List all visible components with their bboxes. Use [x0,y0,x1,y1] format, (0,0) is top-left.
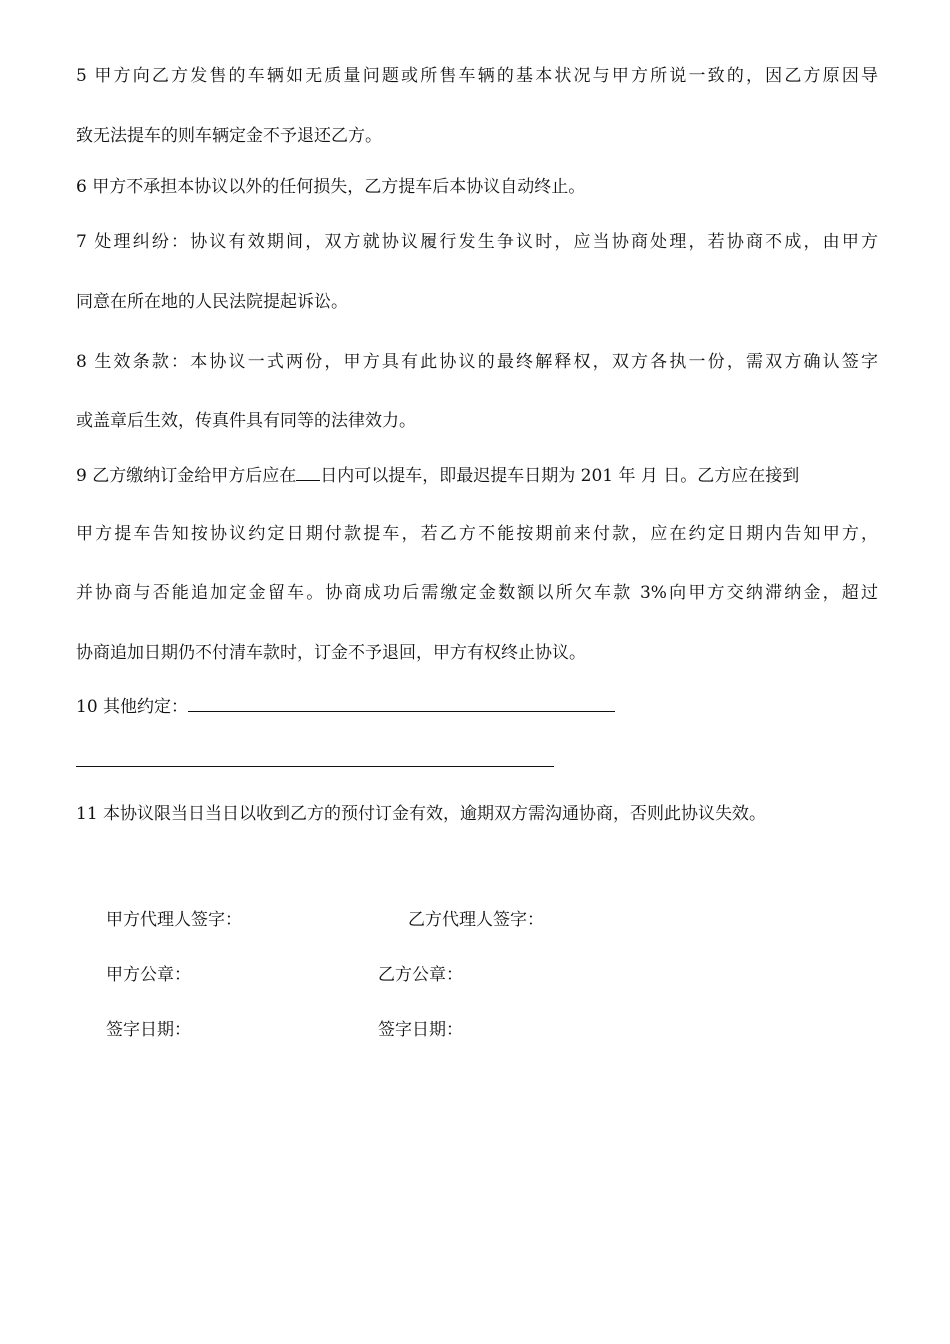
clause-10-line-1 [76,693,615,719]
party-a-agent-signature-label: 甲方代理人签字： [106,910,242,930]
clause-9-line-1-end: 日内可以提车，即最迟提车日期为 201 年 月 日。乙方应在接到 [320,466,800,486]
clause-9-line-4: 协商追加日期仍不付清车款时，订金不予退回，甲方有权终止协议。 [76,643,586,663]
clause-5-line-2: 致无法提车的则车辆定金不予退还乙方。 [76,126,382,146]
party-a-seal-label: 甲方公章： [106,965,191,985]
clause-7-line-1: 7 处理纠纷：协议有效期间，双方就协议履行发生争议时，应当协商处理，若协商不成，由甲方 [76,232,878,252]
clause-9-line-3: 并协商与否能追加定金留车。协商成功后需缴定金数额以所欠车款 3%向甲方交纳滞纳金，超过 [76,583,878,603]
other-terms-blank-2 [76,766,554,767]
party-b-seal-label: 乙方公章： [378,965,463,985]
clause-10-label: 10 其他约定： [76,697,189,717]
clause-9-line-1 [76,462,799,488]
clause-9-line-1-start: 9 乙方缴纳订金给甲方后应在 [76,466,297,486]
clause-6-line-1: 6 甲方不承担本协议以外的任何损失，乙方提车后本协议自动终止。 [76,177,586,197]
days-blank [296,462,320,481]
party-b-date-label: 签字日期： [378,1020,463,1040]
clause-8-line-2: 或盖章后生效，传真件具有同等的法律效力。 [76,411,416,431]
clause-8-line-1: 8 生效条款：本协议一式两份，甲方具有此协议的最终解释权，双方各执一份，需双方确认签字 [76,352,878,372]
clause-9-line-2: 甲方提车告知按协议约定日期付款提车，若乙方不能按期前来付款，应在约定日期内告知甲方， [76,524,878,544]
clause-5-line-1: 5 甲方向乙方发售的车辆如无质量问题或所售车辆的基本状况与甲方所说一致的，因乙方原因导 [76,66,878,86]
party-b-agent-signature-label: 乙方代理人签字： [408,910,544,930]
clause-11-line-1: 11 本协议限当日当日以收到乙方的预付订金有效，逾期双方需沟通协商，否则此协议失效。 [76,804,767,824]
other-terms-blank [188,693,615,712]
party-a-date-label: 签字日期： [106,1020,191,1040]
clause-7-line-2: 同意在所在地的人民法院提起诉讼。 [76,292,348,312]
